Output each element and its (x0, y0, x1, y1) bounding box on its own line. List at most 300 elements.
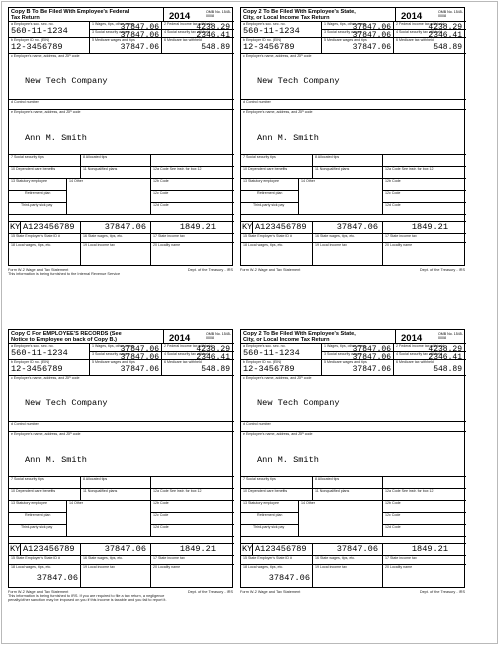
employee-line: Ann M. Smith (257, 132, 319, 143)
box11-label: 11 Nonqualified plans (315, 167, 350, 171)
box15-id-cell (253, 222, 313, 234)
box16-label: 16 State wages, tips, etc. (315, 556, 356, 560)
employee-line: Ann M. Smith (25, 454, 87, 465)
employer-address (257, 60, 360, 100)
box2-label: 2 Federal income tax withheld (164, 22, 212, 26)
box17-label-cell (151, 234, 234, 243)
box12b-label: 12b Code (153, 501, 169, 505)
box5-cell (322, 360, 394, 376)
ein-label: b Employer ID no. (EIN) (243, 38, 282, 42)
copy-header: Copy 2 To Be Filed With Employee's State, City, or Local Income Tax Return (243, 9, 356, 22)
box11-cell (81, 489, 151, 501)
box17-value: 1849.21 (179, 222, 216, 232)
box12a-label: 12a Code See instr. for box 12 (385, 489, 434, 493)
box15-label-cell (9, 234, 81, 243)
control-cell (241, 422, 466, 432)
box12b-cell (383, 179, 466, 191)
box1-cell (90, 344, 162, 352)
box7-label: 7 Social security tips (243, 155, 276, 159)
box16-label: 16 State wages, tips, etc. (315, 234, 356, 238)
w2-form-copy-b (8, 7, 233, 307)
ssn-cell (9, 344, 90, 360)
thirdparty-label: Third-party sick pay (253, 525, 285, 529)
box12b-label: 12b Code (153, 179, 169, 183)
box12a-label: 12a Code See instr. for box 12 (153, 489, 202, 493)
box7-cell (9, 155, 81, 167)
box6-label: 6 Medicare tax withheld (164, 38, 202, 42)
copy-header: Copy B To Be Filed With Employee's Federal Tax Return (11, 9, 130, 22)
state-code: KY (10, 222, 21, 232)
box12d-label: 12d Code (385, 525, 401, 529)
form-title-footer: Form W-2 Wage and Tax Statement (8, 268, 69, 272)
box3-value: 37847.06 (352, 31, 391, 38)
ein-value: 12-3456789 (243, 364, 295, 374)
box13-cell (9, 179, 67, 191)
box12d-label: 12d Code (153, 525, 169, 529)
box3-value: 37847.06 (120, 353, 159, 360)
state-code: KY (242, 544, 253, 554)
box5-cell (90, 360, 162, 376)
box14-label: 14 Other (301, 179, 315, 183)
box1-label: 1 Wages, tips, other comp. (324, 344, 367, 348)
box3-cell (90, 352, 162, 360)
employer-label: c Employer's name, address, and ZIP code (11, 54, 80, 58)
control-label: d Control number (243, 422, 271, 426)
treasury-footer: Dept. of the Treasury - IRS (187, 268, 233, 272)
retirement-cell (241, 191, 299, 203)
box8-label: 8 Allocated tips (83, 477, 108, 481)
employer-line: New Tech Company (25, 397, 108, 408)
box5-label: 5 Medicare wages and tips (92, 360, 135, 364)
box5-value: 37847.06 (352, 365, 391, 374)
box5-label: 5 Medicare wages and tips (92, 38, 135, 42)
ssn-label: a Employee's soc. sec. no. (243, 344, 286, 348)
box3-value: 37847.06 (352, 353, 391, 360)
omb-number: OMB No. 1545-0008 (206, 10, 231, 19)
box15-label: 15 State Employer's State ID # (243, 234, 293, 238)
box18-value: 37847.06 (268, 573, 310, 583)
box19-cell (81, 243, 151, 265)
box15-label-cell (241, 556, 313, 565)
box12c-label: 12c Code (153, 191, 169, 195)
box19-label: 19 Local income tax (83, 565, 115, 569)
box18-cell (241, 565, 313, 587)
box4-value: 2346.41 (428, 31, 462, 38)
box12b-cell (151, 501, 234, 513)
ein-cell (9, 360, 90, 376)
ein-label: b Employer ID no. (EIN) (11, 360, 50, 364)
box12d-cell (383, 203, 466, 215)
box19-cell (313, 243, 383, 265)
box13-cell (241, 501, 299, 513)
box1-label: 1 Wages, tips, other comp. (92, 344, 135, 348)
employer-address (257, 382, 360, 422)
box6-value: 548.89 (433, 43, 462, 52)
thirdparty-cell (241, 525, 299, 537)
box19-cell (81, 565, 151, 587)
box19-label: 19 Local income tax (83, 243, 115, 247)
box2-cell (162, 344, 234, 352)
box3-value: 37847.06 (120, 31, 159, 38)
box6-value: 548.89 (201, 43, 230, 52)
box20-cell (383, 243, 466, 265)
employee-cell (9, 110, 234, 155)
ssn-label: a Employee's soc. sec. no. (11, 22, 54, 26)
box16-cell (81, 222, 151, 234)
box1-cell (322, 22, 394, 30)
box17-value: 1849.21 (411, 222, 448, 232)
box15-state-cell (9, 222, 21, 234)
box15-state-cell (241, 544, 253, 556)
control-label: d Control number (11, 422, 39, 426)
ssn-value: 560-11-1234 (11, 348, 68, 358)
box16-label: 16 State wages, tips, etc. (83, 556, 124, 560)
box5-value: 37847.06 (120, 43, 159, 52)
box6-label: 6 Medicare tax withheld (396, 360, 434, 364)
box7-cell (9, 477, 81, 489)
box10-cell (9, 489, 81, 501)
box17-cell (151, 544, 234, 556)
ssn-label: a Employee's soc. sec. no. (11, 344, 54, 348)
box4-cell (394, 30, 466, 38)
treasury-footer: Dept. of the Treasury - IRS (419, 268, 465, 272)
box10-cell (241, 489, 313, 501)
box3-label: 3 Social security wages (324, 30, 362, 34)
employee-address (257, 439, 360, 477)
box1-label: 1 Wages, tips, other comp. (92, 22, 135, 26)
box4-cell (162, 352, 234, 360)
ssn-label: a Employee's soc. sec. no. (243, 22, 286, 26)
ein-label: b Employer ID no. (EIN) (11, 38, 50, 42)
box6-cell (162, 360, 234, 376)
box14-cell (67, 179, 151, 215)
form-title-footer: Form W-2 Wage and Tax Statement (8, 590, 69, 594)
employer-cell (241, 54, 466, 100)
box14-label: 14 Other (69, 501, 83, 505)
box14-label: 14 Other (301, 501, 315, 505)
box18-label: 18 Local wages, tips, etc. (11, 565, 52, 569)
thirdparty-cell (9, 525, 67, 537)
box15-label: 15 State Employer's State ID # (243, 556, 293, 560)
box13-cell (241, 179, 299, 191)
box15-label: 15 State Employer's State ID # (11, 556, 61, 560)
form-grid (8, 7, 233, 266)
box5-value: 37847.06 (352, 43, 391, 52)
box16-value: 37847.06 (104, 544, 146, 554)
box11-label: 11 Nonqualified plans (83, 489, 118, 493)
box7-cell (241, 155, 313, 167)
thirdparty-cell (241, 203, 299, 215)
box2-label: 2 Federal income tax withheld (396, 344, 444, 348)
box10-cell (241, 167, 313, 179)
employer-line: New Tech Company (257, 75, 340, 86)
control-cell (9, 422, 234, 432)
box4-value: 2346.41 (196, 31, 230, 38)
box7-label: 7 Social security tips (11, 477, 44, 481)
w2-sheet (1, 1, 498, 644)
treasury-footer: Dept. of the Treasury - IRS (187, 590, 233, 594)
box16-label-cell (81, 556, 151, 565)
spacer-row (9, 537, 234, 544)
box4-label: 4 Social security tax withheld (164, 352, 211, 356)
employee-label: e Employee's name, address, and ZIP code (243, 110, 313, 114)
box20-label: 20 Locality name (153, 243, 181, 247)
box12c-cell (383, 513, 466, 525)
box17-label: 17 State income tax (385, 234, 417, 238)
box18-cell (9, 565, 81, 587)
box16-label-cell (313, 234, 383, 243)
box10-label: 10 Dependent care benefits (243, 489, 288, 493)
box11-cell (81, 167, 151, 179)
copy-header: Copy C For EMPLOYEE'S RECORDS (See Notice to Employee on back of Copy B.) (11, 331, 122, 344)
box12d-label: 12d Code (385, 203, 401, 207)
box15-state-cell (9, 544, 21, 556)
box11-cell (313, 489, 383, 501)
box3-label: 3 Social security wages (92, 30, 130, 34)
control-label: d Control number (11, 100, 39, 104)
form-title-footer: Form W-2 Wage and Tax Statement (240, 268, 301, 272)
ein-value: 12-3456789 (11, 42, 63, 52)
box14-label: 14 Other (69, 179, 83, 183)
box3-label: 3 Social security wages (92, 352, 130, 356)
employee-label: e Employee's name, address, and ZIP code (11, 432, 81, 436)
box17-cell (383, 222, 466, 234)
box20-label: 20 Locality name (153, 565, 181, 569)
box7-label: 7 Social security tips (243, 477, 276, 481)
box12a-label: 12a Code See instr. for box 12 (385, 167, 434, 171)
box12c-cell (151, 513, 234, 525)
box18-label: 18 Local wages, tips, etc. (243, 243, 284, 247)
form-title-footer: Form W-2 Wage and Tax Statement (240, 590, 301, 594)
employer-label: c Employer's name, address, and ZIP code (243, 54, 312, 58)
box9-cell (383, 155, 466, 167)
year-cell (396, 330, 466, 344)
box1-value: 37847.06 (120, 345, 159, 352)
employee-cell (241, 432, 466, 477)
box12a-label: 12a Code See instr. for box 12 (153, 167, 202, 171)
box4-value: 2346.41 (428, 353, 462, 360)
box14-cell (299, 501, 383, 537)
ssn-value: 560-11-1234 (11, 26, 68, 36)
box2-cell (394, 344, 466, 352)
box18-label: 18 Local wages, tips, etc. (11, 243, 52, 247)
box4-label: 4 Social security tax withheld (396, 30, 443, 34)
notice-footer-2: penalty/other sanction may be imposed on you if this income is taxable and you fail to report it. (8, 598, 167, 602)
form-grid (240, 329, 465, 588)
box12c-cell (151, 191, 234, 203)
retirement-label: Retirement plan (257, 191, 283, 195)
box20-cell (383, 565, 466, 587)
ein-cell (241, 360, 322, 376)
box2-value: 4238.29 (428, 23, 462, 30)
box5-label: 5 Medicare wages and tips (324, 360, 367, 364)
box13-cell (9, 501, 67, 513)
box10-label: 10 Dependent care benefits (243, 167, 288, 171)
box12d-label: 12d Code (153, 203, 169, 207)
state-employer-id: A123456789 (23, 222, 75, 232)
box6-value: 548.89 (433, 365, 462, 374)
box9-cell (151, 155, 234, 167)
thirdparty-label: Third-party sick pay (253, 203, 285, 207)
control-cell (241, 100, 466, 110)
treasury-footer: Dept. of the Treasury - IRS (419, 590, 465, 594)
box17-label-cell (383, 234, 466, 243)
employee-address (25, 439, 128, 477)
box13-label: 13 Statutory employee (11, 179, 47, 183)
state-employer-id: A123456789 (255, 222, 307, 232)
box15-id-cell (21, 222, 81, 234)
retirement-cell (9, 191, 67, 203)
spacer-row (241, 537, 466, 544)
form-grid (240, 7, 465, 266)
box6-label: 6 Medicare tax withheld (164, 360, 202, 364)
box16-value: 37847.06 (336, 544, 378, 554)
tax-year: 2014 (401, 333, 423, 344)
box1-value: 37847.06 (352, 345, 391, 352)
box13-label: 13 Statutory employee (11, 501, 47, 505)
box17-label: 17 State income tax (153, 556, 185, 560)
box11-label: 11 Nonqualified plans (83, 167, 118, 171)
employee-label: e Employee's name, address, and ZIP code (11, 110, 81, 114)
thirdparty-label: Third-party sick pay (21, 525, 53, 529)
box17-cell (383, 544, 466, 556)
box5-cell (90, 38, 162, 54)
year-cell (396, 8, 466, 22)
retirement-cell (9, 513, 67, 525)
control-label: d Control number (243, 100, 271, 104)
employee-line: Ann M. Smith (25, 132, 87, 143)
box20-cell (151, 243, 234, 265)
ssn-value: 560-11-1234 (243, 26, 300, 36)
retirement-label: Retirement plan (25, 191, 51, 195)
box19-cell (313, 565, 383, 587)
state-employer-id: A123456789 (23, 544, 75, 554)
box16-label-cell (313, 556, 383, 565)
header-cell (9, 8, 164, 22)
box17-cell (151, 222, 234, 234)
box16-value: 37847.06 (336, 222, 378, 232)
ein-label: b Employer ID no. (EIN) (243, 360, 282, 364)
year-cell (164, 330, 234, 344)
box7-cell (241, 477, 313, 489)
box1-cell (90, 22, 162, 30)
box2-cell (394, 22, 466, 30)
box1-value: 37847.06 (352, 23, 391, 30)
employee-cell (241, 110, 466, 155)
box18-cell (241, 243, 313, 265)
box12c-label: 12c Code (385, 513, 401, 517)
employer-cell (9, 376, 234, 422)
box12a-cell (151, 489, 234, 501)
box2-label: 2 Federal income tax withheld (164, 344, 212, 348)
box15-id-cell (253, 544, 313, 556)
box4-cell (162, 30, 234, 38)
box12d-cell (151, 525, 234, 537)
box16-label-cell (81, 234, 151, 243)
tax-year: 2014 (169, 11, 191, 22)
header-cell (241, 8, 396, 22)
box12c-cell (383, 191, 466, 203)
box17-label: 17 State income tax (385, 556, 417, 560)
box17-label-cell (383, 556, 466, 565)
box17-label: 17 State income tax (153, 234, 185, 238)
box2-value: 4238.29 (428, 345, 462, 352)
box2-label: 2 Federal income tax withheld (396, 22, 444, 26)
box20-cell (151, 565, 234, 587)
employee-line: Ann M. Smith (257, 454, 319, 465)
box4-value: 2346.41 (196, 353, 230, 360)
box10-label: 10 Dependent care benefits (11, 167, 56, 171)
box15-state-cell (241, 222, 253, 234)
box16-cell (81, 544, 151, 556)
box10-label: 10 Dependent care benefits (11, 489, 56, 493)
box3-label: 3 Social security wages (324, 352, 362, 356)
box20-label: 20 Locality name (385, 565, 413, 569)
box6-cell (394, 360, 466, 376)
state-code: KY (242, 222, 253, 232)
spacer-row (9, 215, 234, 222)
box12b-cell (383, 501, 466, 513)
employee-cell (9, 432, 234, 477)
employee-address (257, 117, 360, 155)
form-grid (8, 329, 233, 588)
box5-cell (322, 38, 394, 54)
box17-value: 1849.21 (411, 544, 448, 554)
box2-cell (162, 22, 234, 30)
box12d-cell (383, 525, 466, 537)
retirement-label: Retirement plan (257, 513, 283, 517)
w2-form-copy-2-top (240, 7, 465, 307)
box12c-label: 12c Code (385, 191, 401, 195)
w2-form-copy-2-bottom (240, 329, 465, 629)
header-cell (9, 330, 164, 344)
box5-label: 5 Medicare wages and tips (324, 38, 367, 42)
ssn-cell (241, 22, 322, 38)
box8-label: 8 Allocated tips (315, 477, 340, 481)
box4-label: 4 Social security tax withheld (396, 352, 443, 356)
notice-footer-1: This information is being furnished to IRS. If you are required to file a tax return, a negligence (8, 594, 165, 598)
ein-value: 12-3456789 (243, 42, 295, 52)
employer-line: New Tech Company (257, 397, 340, 408)
box16-value: 37847.06 (104, 222, 146, 232)
state-code: KY (10, 544, 21, 554)
ein-cell (9, 38, 90, 54)
box12b-label: 12b Code (385, 179, 401, 183)
box12b-label: 12b Code (385, 501, 401, 505)
box15-id-cell (21, 544, 81, 556)
employer-label: c Employer's name, address, and ZIP code (243, 376, 312, 380)
thirdparty-cell (9, 203, 67, 215)
box12c-label: 12c Code (153, 513, 169, 517)
box4-label: 4 Social security tax withheld (164, 30, 211, 34)
employer-address (25, 382, 128, 422)
tax-year: 2014 (401, 11, 423, 22)
employer-label: c Employer's name, address, and ZIP code (11, 376, 80, 380)
employer-cell (9, 54, 234, 100)
copy-header: Copy 2 To Be Filed With Employee's State, City, or Local Income Tax Return (243, 331, 356, 344)
tax-year: 2014 (169, 333, 191, 344)
box16-label: 16 State wages, tips, etc. (83, 234, 124, 238)
box14-cell (67, 501, 151, 537)
box12a-cell (383, 167, 466, 179)
employer-line: New Tech Company (25, 75, 108, 86)
box3-cell (90, 30, 162, 38)
box18-value: 37847.06 (36, 573, 78, 583)
ssn-cell (9, 22, 90, 38)
ein-value: 12-3456789 (11, 364, 63, 374)
box16-cell (313, 544, 383, 556)
ein-cell (241, 38, 322, 54)
